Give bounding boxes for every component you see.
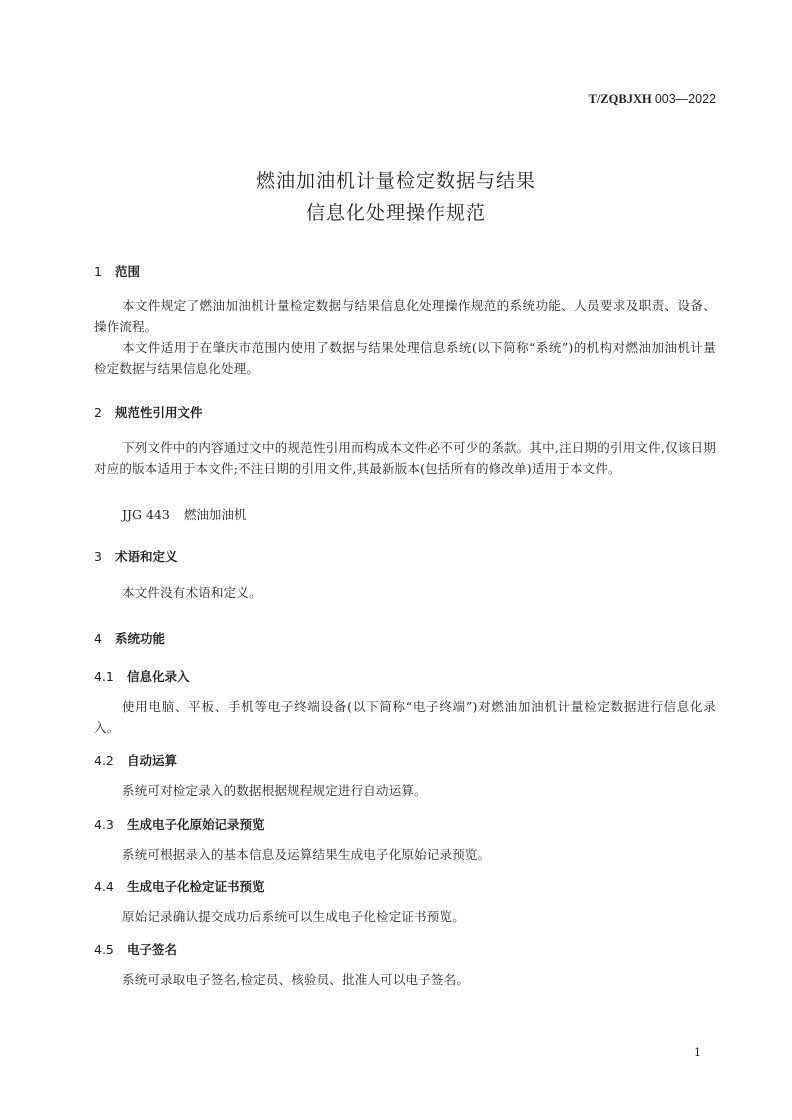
subsection-4-2-number: 4.2 xyxy=(94,753,114,768)
document-code-number: 003—2022 xyxy=(654,92,716,106)
subsection-4-5-title: 电子签名 xyxy=(127,942,178,957)
subsection-4-3-number: 4.3 xyxy=(94,817,114,832)
subsection-4-3-text: 系统可根据录入的基本信息及运算结果生成电子化原始记录预览。 xyxy=(122,847,491,862)
subsection-4-2-text: 系统可对检定录入的数据根据规程规定进行自动运算。 xyxy=(122,783,427,798)
page-number: 1 xyxy=(694,1046,701,1059)
section-3-title: 术语和定义 xyxy=(115,549,178,564)
section-2-paragraph-1: 下列文件中的内容通过文中的规范性引用而构成本文件必不可少的条款。其中,注日期的引用文件,仅该日期对应的版本适用于本文件;不注日期的引用文件,其最新版本(包括所有的修改单)适用于本文件。 xyxy=(94,440,716,476)
subsection-4-5-heading xyxy=(94,940,177,958)
subsection-4-1-title: 信息化录入 xyxy=(127,669,190,684)
section-1-number: 1 xyxy=(94,264,102,279)
section-3-paragraph-1: 本文件没有术语和定义。 xyxy=(122,585,262,600)
section-2-title: 规范性引用文件 xyxy=(115,405,203,420)
document-title-line2: 信息化处理操作规范 xyxy=(305,202,486,224)
subsection-4-2-heading xyxy=(94,751,177,769)
subsection-4-3-title: 生成电子化原始记录预览 xyxy=(127,817,265,832)
section-2-heading xyxy=(94,403,203,421)
section-1-heading xyxy=(94,262,140,280)
section-3-heading xyxy=(94,547,178,565)
subsection-4-4-title: 生成电子化检定证书预览 xyxy=(127,879,265,894)
subsection-4-1-number: 4.1 xyxy=(94,669,114,684)
subsection-4-4-heading xyxy=(94,877,265,895)
subsection-4-3-heading xyxy=(94,815,265,833)
section-3-number: 3 xyxy=(94,549,102,564)
subsection-4-2-title: 自动运算 xyxy=(127,753,178,768)
section-4-heading xyxy=(94,629,165,647)
normative-reference xyxy=(122,505,246,523)
subsection-4-1-heading xyxy=(94,667,190,685)
subsection-4-4-text: 原始记录确认提交成功后系统可以生成电子化检定证书预览。 xyxy=(122,909,465,924)
document-code-prefix: T/ZQBJXH xyxy=(588,92,652,106)
subsection-4-1-text: 使用电脑、平板、手机等电子终端设备(以下简称“电子终端”)对燃油加油机计量检定数据进行信息化录入。 xyxy=(94,699,716,735)
reference-title: 燃油加油机 xyxy=(183,507,247,522)
section-4-number: 4 xyxy=(94,631,102,646)
reference-code: JJG 443 xyxy=(122,507,170,522)
section-1-paragraph-2: 本文件适用于在肇庆市范围内使用了数据与结果处理信息系统(以下简称“系统”)的机构对燃油加油机计量检定数据与结果信息化处理。 xyxy=(94,340,716,376)
subsection-4-5-text: 系统可录取电子签名,检定员、核验员、批准人可以电子签名。 xyxy=(122,972,470,987)
subsection-4-5-number: 4.5 xyxy=(94,942,114,957)
document-code xyxy=(588,92,716,107)
section-1-paragraph-1: 本文件规定了燃油加油机计量检定数据与结果信息化处理操作规范的系统功能、人员要求及职责、设备、操作流程。 xyxy=(94,298,716,334)
section-4-title: 系统功能 xyxy=(115,631,166,646)
section-2-number: 2 xyxy=(94,405,102,420)
document-title-line1: 燃油加油机计量检定数据与结果 xyxy=(255,170,536,192)
section-1-title: 范围 xyxy=(115,264,141,279)
subsection-4-4-number: 4.4 xyxy=(94,879,114,894)
